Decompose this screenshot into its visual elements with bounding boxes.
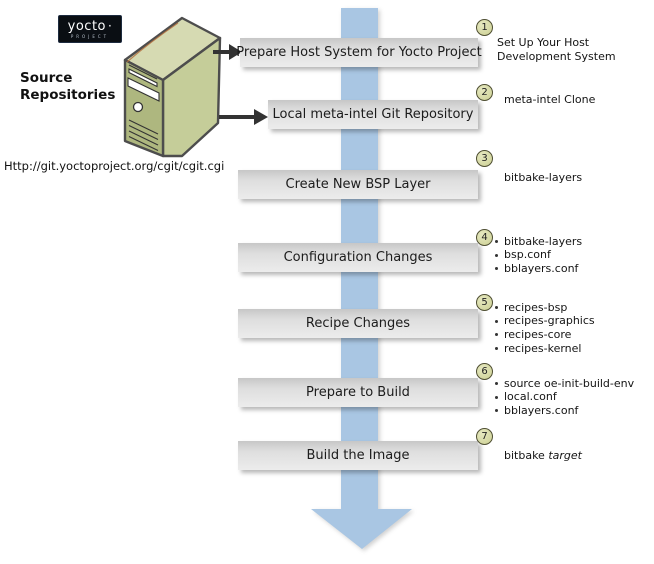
step-note-3: bitbake-layers xyxy=(504,171,583,184)
bullet-dot-icon xyxy=(495,409,498,412)
process-flow-arrow xyxy=(305,0,420,556)
bullet-item xyxy=(495,404,634,418)
bullet-item xyxy=(495,235,582,249)
bullet-text: recipes-graphics xyxy=(504,314,595,328)
step-number-4: 4 xyxy=(476,229,493,246)
bullet-dot-icon xyxy=(495,382,498,385)
bullet-dot-icon xyxy=(495,333,498,336)
bullet-dot-icon xyxy=(495,254,498,257)
yocto-logo-text: yocto xyxy=(67,18,107,34)
bullet-item xyxy=(495,342,595,356)
bullet-item xyxy=(495,262,582,276)
arrow-to-step-2 xyxy=(219,106,271,132)
step-box-5: Recipe Changes xyxy=(238,309,478,338)
right-arrow-icon xyxy=(219,106,271,128)
step-box-4: Configuration Changes xyxy=(238,243,478,272)
bullet-text: bblayers.conf xyxy=(504,403,579,417)
step-number-3: 3 xyxy=(476,150,493,167)
bullet-dot-icon xyxy=(495,320,498,323)
yocto-logo-wordmark xyxy=(68,20,113,33)
step-box-7: Build the Image xyxy=(238,441,478,470)
note-line: Set Up Your Host xyxy=(497,36,590,49)
step-number-6: 6 xyxy=(476,363,493,380)
step-number-2: 2 xyxy=(476,84,493,101)
bullet-text: bitbake-layers xyxy=(504,234,583,248)
step-box-6: Prepare to Build xyxy=(238,378,478,407)
bullet-item xyxy=(495,315,595,329)
step-number-1: 1 xyxy=(476,19,493,36)
step-note-1 xyxy=(497,36,616,64)
bullet-text: bsp.conf xyxy=(504,248,551,262)
step-note-6 xyxy=(495,377,634,418)
source-repositories-label: Source Repositories xyxy=(20,70,116,103)
bullet-text: local.conf xyxy=(504,390,557,404)
bullet-item xyxy=(495,377,634,391)
bullet-text: recipes-core xyxy=(504,327,572,341)
bullet-item xyxy=(495,249,582,263)
bullet-dot-icon xyxy=(495,240,498,243)
source-repositories-url: Http://git.yoctoproject.org/cgit/cgit.cgi xyxy=(4,159,225,173)
step-box-1: Prepare Host System for Yocto Project xyxy=(240,38,478,67)
step-note-2: meta-intel Clone xyxy=(504,93,596,106)
bullet-text: source oe-init-build-env xyxy=(504,376,635,390)
bullet-text: recipes-kernel xyxy=(504,341,582,355)
server-tower-icon xyxy=(110,8,228,160)
step-box-3: Create New BSP Layer xyxy=(238,170,478,199)
yocto-logo-subtext: PROJECT xyxy=(70,33,110,39)
bullet-item xyxy=(495,301,595,315)
down-arrow-icon xyxy=(305,0,420,556)
step-number-7: 7 xyxy=(476,428,493,445)
step-note-4 xyxy=(495,235,582,276)
bullet-item xyxy=(495,391,634,405)
bullet-dot-icon xyxy=(495,306,498,309)
step-note-5 xyxy=(495,301,595,355)
note-text: bitbake xyxy=(504,449,549,462)
bullet-item xyxy=(495,328,595,342)
note-line: Development System xyxy=(497,50,616,63)
bullet-dot-icon xyxy=(495,267,498,270)
step-note-7 xyxy=(504,449,582,463)
step-number-5: 5 xyxy=(476,294,493,311)
yocto-logo-dot: · xyxy=(108,18,113,33)
bullet-text: recipes-bsp xyxy=(504,300,568,314)
bullet-text: bblayers.conf xyxy=(504,261,579,275)
bullet-dot-icon xyxy=(495,396,498,399)
note-text-italic: target xyxy=(548,449,582,462)
step-box-2: Local meta-intel Git Repository xyxy=(268,100,478,129)
bullet-dot-icon xyxy=(495,347,498,350)
